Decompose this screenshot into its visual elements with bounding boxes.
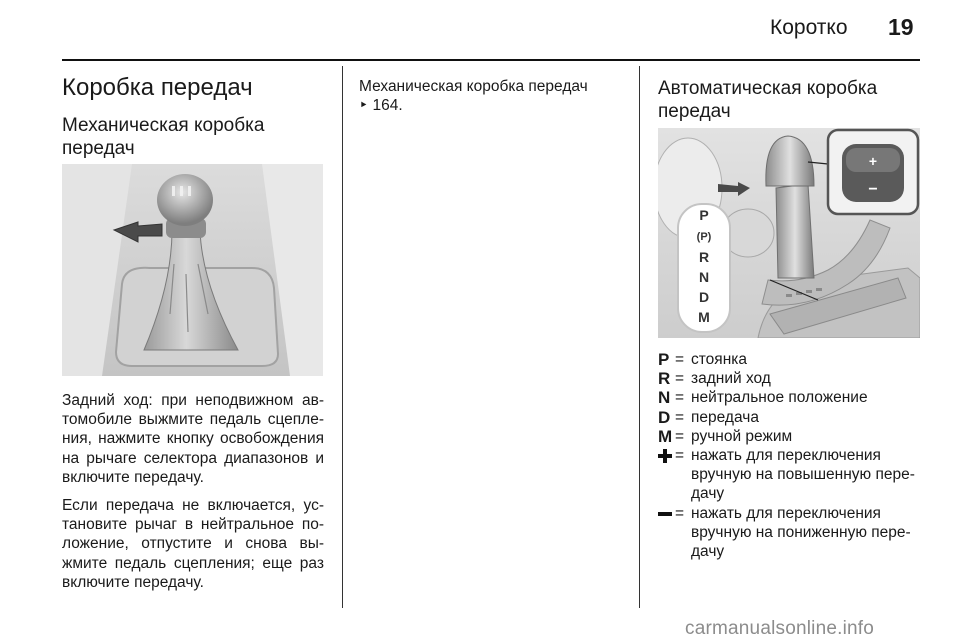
legend-equals: =: [675, 427, 685, 445]
automatic-selector-figure: [658, 128, 920, 338]
legend-item: [658, 388, 928, 407]
figure-letter-m: M: [698, 309, 710, 325]
header-rule: [62, 59, 920, 61]
figure-letter-r: R: [698, 249, 710, 265]
figure-letter-n: N: [698, 269, 710, 285]
running-header-title: Коротко: [770, 16, 848, 39]
figure-letter-p: P: [699, 207, 709, 223]
legend-item: [658, 369, 928, 388]
manual-paragraph-1: Задний ход: при неподвижном ав-томобиле выжмите педаль сцепле-ния, нажмите кнопку освобождения на рычаге селектора диапазонов и включите передачу.: [62, 392, 324, 486]
legend-key: D: [658, 407, 671, 427]
manual-paragraph-2: Если передача не включается, ус-тановите рычаг в нейтральное по-ложение, отпустите и снова вы-жмите педаль сцепления; еще раз включите передачу.: [62, 497, 324, 591]
column-divider-right: [639, 66, 640, 608]
legend-description: нейтральное положение: [691, 389, 868, 407]
legend-item: [658, 446, 928, 504]
legend-key: R: [658, 369, 671, 389]
legend-item: [658, 350, 928, 369]
legend-equals: =: [675, 389, 685, 407]
reference-arrow-icon: ‣: [359, 97, 369, 115]
figure-minus-label: −: [868, 181, 878, 198]
reference-text: Механическая коробка передач: [359, 78, 588, 95]
reference-page[interactable]: 164.: [372, 97, 403, 115]
manual-gearbox-heading: Механическая коробка передач: [62, 115, 265, 159]
legend-equals: =: [675, 447, 685, 465]
manual-gear-lever-figure: [62, 164, 323, 376]
legend-description: нажать для переключения вручную на пониженную пере-дачу: [691, 504, 911, 561]
legend-item: [658, 427, 928, 446]
legend-description: нажать для переключения вручную на повышенную пере-дачу: [691, 447, 915, 503]
legend-description: передача: [691, 408, 759, 426]
figure-letter-d: D: [698, 289, 710, 305]
legend-equals: =: [675, 408, 685, 426]
figure-plus-label: +: [868, 153, 878, 169]
watermark: carmanualsonline.info: [685, 618, 875, 639]
legend-equals: =: [675, 504, 685, 522]
legend-description: ручной режим: [691, 427, 793, 445]
legend-item: [658, 408, 928, 427]
plus-icon: [658, 449, 672, 463]
manual-gearbox-reference: [359, 77, 621, 115]
legend-equals: =: [675, 370, 685, 388]
column-divider-left: [342, 66, 343, 608]
figure-letter-parking-brake: (P): [696, 231, 712, 243]
legend-item: [658, 504, 928, 562]
manual-gearbox-text: [62, 391, 324, 601]
legend-description: стоянка: [691, 351, 747, 368]
section-title: Коробка передач: [62, 74, 253, 101]
legend-key: N: [658, 388, 671, 408]
legend-description: задний ход: [691, 370, 771, 388]
automatic-gearbox-heading: Автоматическая коробка передач: [658, 78, 878, 122]
selector-legend: [658, 350, 928, 561]
page-number: 19: [888, 14, 914, 40]
legend-key: M: [658, 426, 673, 446]
legend-key: P: [658, 350, 670, 369]
minus-icon: [658, 507, 672, 521]
legend-equals: =: [675, 351, 685, 368]
